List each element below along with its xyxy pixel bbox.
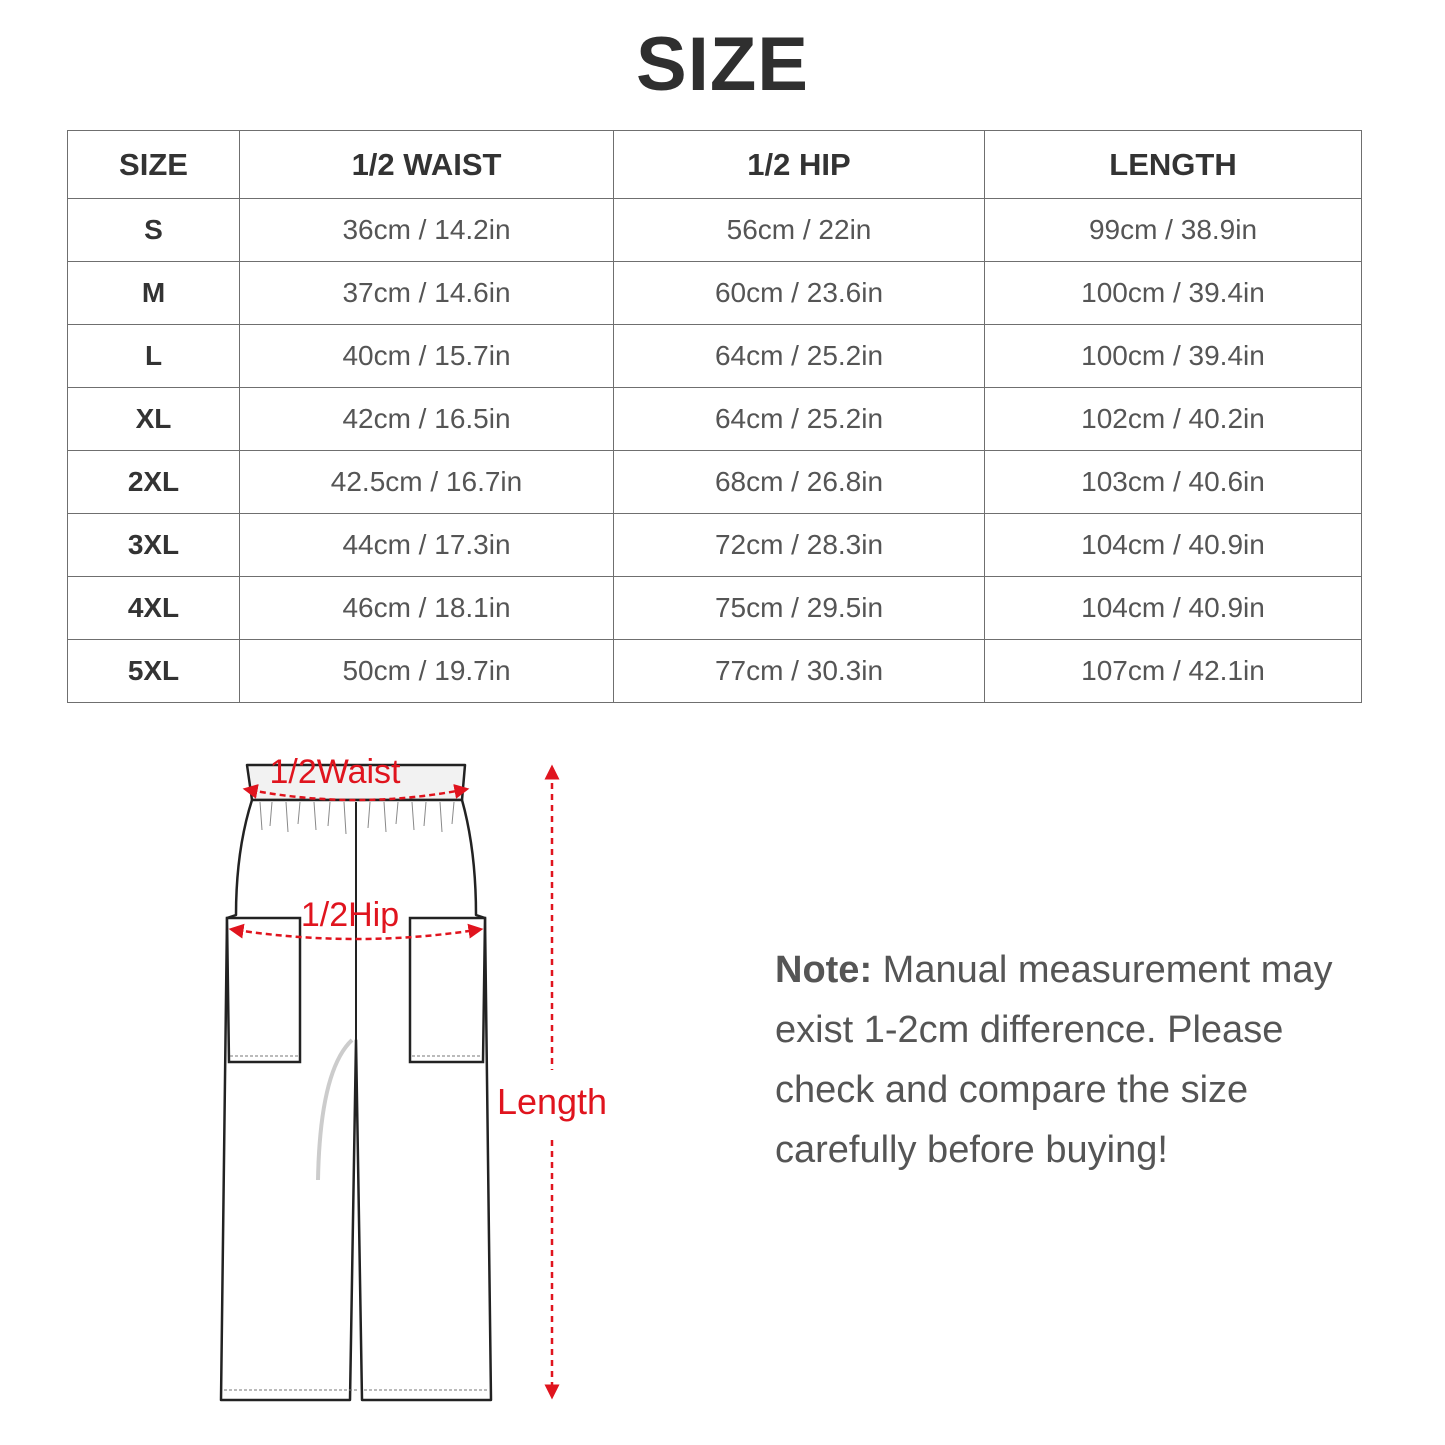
half-waist-label: 1/2Waist [269, 753, 401, 791]
header-size: SIZE [68, 131, 240, 199]
waist-cell: 37cm / 14.6in [240, 262, 614, 325]
waist-cell: 36cm / 14.2in [240, 199, 614, 262]
size-cell: S [68, 199, 240, 262]
size-cell: 2XL [68, 451, 240, 514]
waist-cell: 44cm / 17.3in [240, 514, 614, 577]
hip-cell: 72cm / 28.3in [614, 514, 985, 577]
table-row [68, 451, 1362, 514]
hip-cell: 60cm / 23.6in [614, 262, 985, 325]
header-half-waist: 1/2 WAIST [240, 131, 614, 199]
table-row [68, 577, 1362, 640]
size-cell: 5XL [68, 640, 240, 703]
waist-cell: 50cm / 19.7in [240, 640, 614, 703]
table-row [68, 388, 1362, 451]
length-cell: 99cm / 38.9in [985, 199, 1362, 262]
length-cell: 104cm / 40.9in [985, 514, 1362, 577]
size-cell: L [68, 325, 240, 388]
length-label: Length [496, 1081, 608, 1122]
table-row [68, 514, 1362, 577]
hip-cell: 56cm / 22in [614, 199, 985, 262]
note-label: Note: [775, 949, 873, 991]
pants-illustration [200, 740, 640, 1420]
length-cell: 100cm / 39.4in [985, 262, 1362, 325]
size-cell: M [68, 262, 240, 325]
waist-cell: 42.5cm / 16.7in [240, 451, 614, 514]
waist-cell: 40cm / 15.7in [240, 325, 614, 388]
table-row [68, 199, 1362, 262]
hip-cell: 75cm / 29.5in [614, 577, 985, 640]
pants-measurement-diagram [200, 740, 640, 1420]
measurement-note [775, 940, 1375, 1180]
header-half-hip: 1/2 HIP [614, 131, 985, 199]
table-row [68, 325, 1362, 388]
length-cell: 102cm / 40.2in [985, 388, 1362, 451]
header-length: LENGTH [985, 131, 1362, 199]
size-chart-table [67, 130, 1362, 703]
length-cell: 103cm / 40.6in [985, 451, 1362, 514]
length-cell: 107cm / 42.1in [985, 640, 1362, 703]
half-hip-label: 1/2Hip [300, 896, 400, 934]
hip-cell: 64cm / 25.2in [614, 325, 985, 388]
size-cell: XL [68, 388, 240, 451]
size-cell: 3XL [68, 514, 240, 577]
waist-cell: 46cm / 18.1in [240, 577, 614, 640]
table-header-row [68, 131, 1362, 199]
note-text: Manual measurement may exist 1-2cm difference. Please check and compare the size carefully before buying! [775, 949, 1333, 1171]
table-row [68, 640, 1362, 703]
waist-cell: 42cm / 16.5in [240, 388, 614, 451]
length-cell: 104cm / 40.9in [985, 577, 1362, 640]
length-cell: 100cm / 39.4in [985, 325, 1362, 388]
hip-cell: 77cm / 30.3in [614, 640, 985, 703]
size-cell: 4XL [68, 577, 240, 640]
table-row [68, 262, 1362, 325]
hip-cell: 68cm / 26.8in [614, 451, 985, 514]
page-title: SIZE [636, 22, 809, 107]
hip-cell: 64cm / 25.2in [614, 388, 985, 451]
